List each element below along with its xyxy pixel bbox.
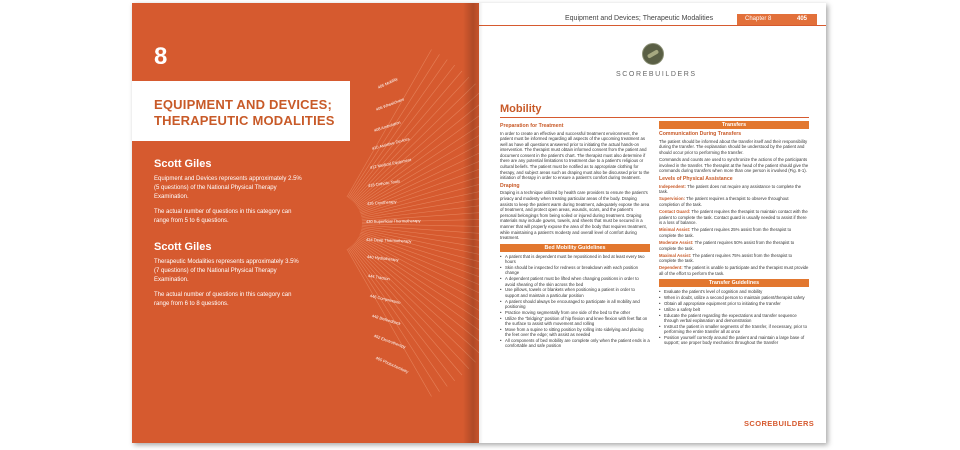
list-item: • A patient that is dependent must be repositioned in bed at least every two hours: [500, 254, 650, 265]
level-name: Minimal Assist:: [659, 227, 691, 233]
topic-link[interactable]: 410 Assistive Devices: [371, 136, 411, 151]
topic-link[interactable]: 446 Compression: [369, 293, 402, 305]
topic-link[interactable]: 412 Medical Equipment: [369, 157, 412, 170]
list-item: • Utilize a safety belt: [659, 307, 809, 312]
topic-link[interactable]: 406 Wheelchairs: [375, 96, 405, 112]
level-name: Maximal Assist:: [659, 252, 692, 258]
level-text: The patient requires 25% assist from the therapist to complete the task.: [659, 227, 792, 238]
guidelines-bar: Bed Mobility Guidelines: [500, 244, 650, 252]
list-item: • Use pillows, towels or blankets when positioning a patient in order to support and maintain a particular position: [500, 287, 650, 298]
left-page: [132, 3, 479, 443]
running-head-title: Equipment and Devices; Therapeutic Modalities: [565, 15, 714, 22]
topic-link[interactable]: 448 Biofeedback: [371, 313, 402, 327]
assistance-level: [659, 209, 809, 226]
list-item: • Evaluate the patient's level of cognition and mobility: [659, 289, 809, 294]
topic-list: [132, 3, 479, 443]
assistance-level: [659, 196, 809, 207]
topic-link[interactable]: 426 Cryotherapy: [366, 198, 397, 206]
topic-link[interactable]: 418 Orthotic Tools: [367, 178, 401, 188]
level-text: The patient requires a therapist to observe throughout completion of the task.: [659, 196, 789, 207]
transfers-bar: Transfers: [659, 121, 809, 129]
subheading: Levels of Physical Assistance: [659, 176, 733, 183]
assistance-level: [659, 265, 809, 276]
level-name: Supervision:: [659, 196, 686, 202]
topic-link[interactable]: 452 Electrotherapy: [373, 333, 407, 350]
level-text: The patient requires the therapist to maintain contact with the patient to complete the task. Contact guard is usually needed to assist if there is a loss of balance.: [659, 208, 808, 226]
running-head-chapter: Chapter 8: [737, 14, 817, 26]
list-item: • Skin should be inspected for redness or breakdown with each position change: [500, 265, 650, 276]
subheading: Draping: [500, 182, 520, 189]
level-name: Moderate Assist:: [659, 239, 694, 245]
running-head: [479, 14, 826, 26]
list-item: • Position yourself correctly around the patient and maintain a large base of support; use proper body mechanics throughout the transfer: [659, 335, 809, 346]
topic-link[interactable]: 408 Ambulation: [373, 119, 402, 133]
topic-link[interactable]: 444 Traction: [367, 273, 391, 282]
right-page: [479, 3, 826, 443]
assistance-level: [659, 253, 809, 264]
section-question-range: The actual number of questions in this category can range from 6 to 8 questions.: [154, 292, 292, 307]
chapter-title-line-1: EQUIPMENT AND DEVICES;: [154, 97, 332, 112]
level-name: Contact Guard:: [659, 208, 691, 214]
list-item: • All components of bed mobility are complete only when the patient ends in a comfortable and safe position: [500, 338, 650, 349]
section-question-range: The actual number of questions in this category can range from 5 to 6 questions.: [154, 209, 292, 224]
book-spread: [132, 3, 826, 443]
list-item: • Practice moving segmentally from one side of the bed to the other: [500, 310, 650, 315]
topic-link[interactable]: 440 Hydrotherapy: [366, 254, 399, 263]
list-item: • Obtain all appropriate equipment prior to initiating the transfer: [659, 301, 809, 306]
page-number: 405: [797, 16, 808, 22]
list-item: • Move from a supine to sitting position by rolling into sidelying and placing the feet over the edge; with assist as needed: [500, 327, 650, 338]
author-name: Scott Giles: [154, 158, 212, 170]
section-description: Therapeutic Modalities represents approximately 3.5% (7 questions) of the National Physical Therapy Examination.: [154, 259, 299, 283]
guidelines-bar: Transfer Guidelines: [659, 279, 809, 287]
chapter-number: 8: [154, 43, 168, 70]
assistance-level: [659, 184, 809, 195]
subheading: Communication During Transfers: [659, 131, 742, 137]
topic-link[interactable]: 465 Photochemistry: [374, 355, 410, 375]
logo-wordmark: SCOREBUILDERS: [616, 71, 697, 78]
body-paragraph: The patient should be informed about the transfer itself and their responsibility during the transfer. The explanation should be understood by the patient and should occur prior to performing the transfer.: [659, 138, 808, 155]
assistance-level: [659, 227, 809, 238]
section-title: Mobility: [500, 103, 542, 115]
level-text: The patient requires 50% assist from the therapist to complete the task.: [659, 239, 795, 251]
list-item: • Utilize the "bridging" position of hip flexion and knee flexion with feet flat on the surface to assist with movement and rolling: [500, 316, 650, 327]
list-item: • Instruct the patient in smaller segments of the transfer, if necessary, prior to performing the entire transfer all at once: [659, 324, 809, 335]
topic-link[interactable]: 430 Superficial Thermotherapy: [365, 218, 421, 224]
level-name: Dependent:: [659, 265, 683, 271]
body-paragraph: Commands and counts are used to synchronize the actions of the participants involved in the transfer. The therapist at the head of the patient should give the commands during transfers when more than one person is involved (Fig. 8-1).: [659, 157, 809, 174]
level-text: The patient does not require any assistance to complete the task.: [659, 183, 802, 195]
author-name: Scott Giles: [154, 241, 212, 253]
topic-link[interactable]: 434 Deep Thermotherapy: [365, 237, 412, 244]
book-gutter-shadow: [463, 3, 483, 443]
right-column: [659, 121, 809, 346]
left-column: [500, 121, 650, 349]
assistance-level: [659, 240, 809, 251]
scorebuilders-logo-icon: [642, 43, 664, 65]
footer-logo: SCOREBUILDERS: [744, 419, 815, 428]
body-paragraph: In order to create an effective and successful treatment environment, the patient must be informed regarding all aspects of the upcoming treatment as well as have all questions answered prior to initiating the actual hands-on intervention. The therapist must obtain informed consent from the patient and document consent in the patient's chart. The therapist must also determine if there are any potential limitations to treatment due to a patient's religious or cultural beliefs. The patient must be notified as to appropriate clothing for therapy, and subject areas such as draping must also be discussed prior to the initiation of therapy in order to ensure a patient's comfort during treatment.: [500, 130, 650, 181]
level-text: The patient is unable to participate and the therapist must provide all of the effort to perform the task.: [659, 265, 809, 276]
chapter-title-line-2: THERAPEUTIC MODALITIES: [154, 113, 335, 128]
list-item: • Educate the patient regarding the expectations and transfer sequence through verbal explanation and demonstration: [659, 313, 809, 324]
level-name: Independent:: [659, 183, 686, 189]
subheading: Preparation for Treatment: [500, 123, 564, 129]
transfer-guidelines-list: [659, 289, 809, 345]
topic-link[interactable]: 405 Mobility: [376, 76, 399, 90]
running-head-rule: [479, 25, 826, 26]
section-rule: [500, 117, 809, 118]
section-description: Equipment and Devices represents approximately 2.5% (5 questions) of the National Physical Therapy Examination.: [154, 176, 302, 200]
bed-mobility-list: [500, 254, 650, 349]
level-text: The patient requires 75% assist from the therapist to complete the task.: [659, 252, 793, 264]
list-item: • When in doubt, utilize a second person to maintain patient/therapist safety: [659, 295, 809, 300]
body-paragraph: Draping is a technique utilized by health care providers to ensure the patient's privacy and modesty when treating particular areas of the body. Draping assists to keep the patient warm during treatment, adequately expose the area of treatment, and protect open areas, wounds, scars, and the patient's personal belongings from being soiled or injured during treatment. Draping materials may include gowns, towels, and sheets that must be secured in a manner that will properly expose the area of the body that requires treatment, while maintaining a patient's modesty and overall level of comfort during treatment.: [500, 190, 650, 241]
list-item: • A patient should always be encouraged to participate in all mobility and positioning: [500, 299, 650, 310]
list-item: • A dependent patient must be lifted when changing positions in order to avoid shearing of the skin across the bed: [500, 276, 650, 287]
